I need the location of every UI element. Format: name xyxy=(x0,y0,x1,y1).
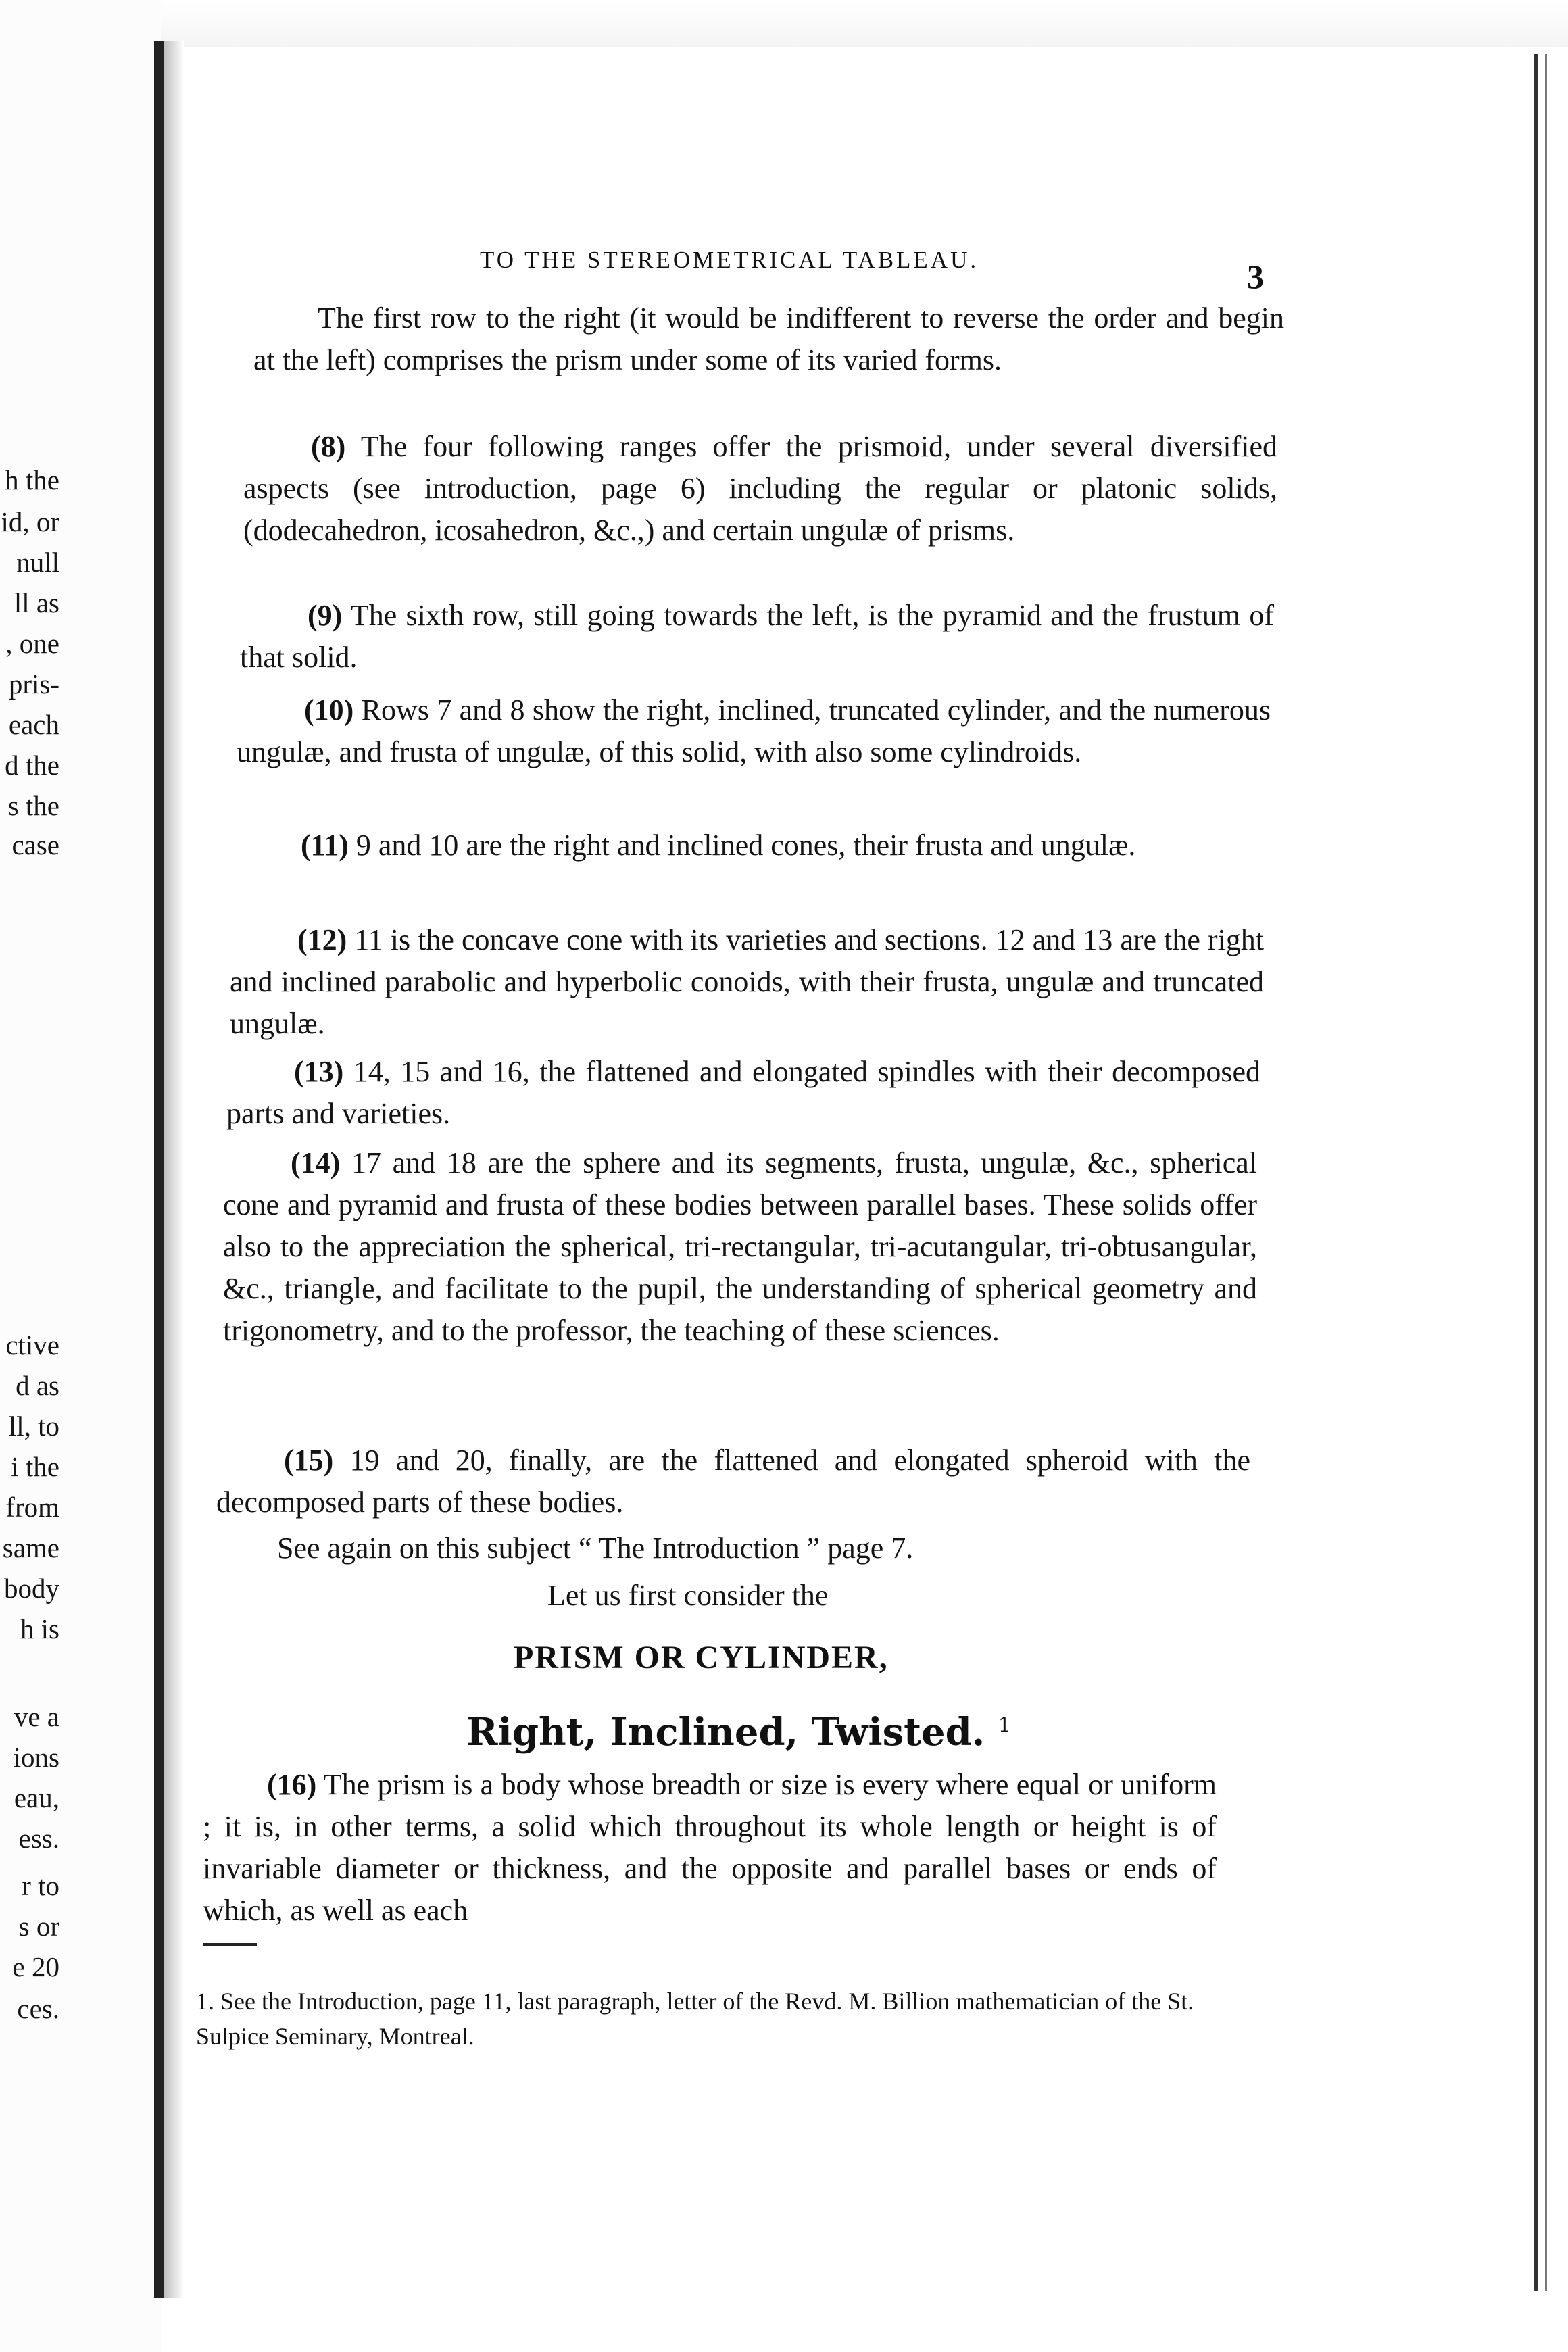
facing-line: body xyxy=(4,1573,59,1604)
page-edge xyxy=(1545,54,1547,2291)
facing-line: eau, xyxy=(14,1782,59,1813)
footnote-marker: 1 xyxy=(998,1713,1011,1738)
facing-page-edge xyxy=(0,0,161,2352)
gutter-shadow xyxy=(164,41,184,2298)
paragraph-7: The first row to the right (it would be indifferent to reverse the order and begin at the left) comprises the prism under some of its varied forms. xyxy=(253,301,1284,376)
footnote-rule xyxy=(203,1943,257,1946)
footnote: 1. See the Introduction, page 11, last paragraph, letter of the Revd. M. Billion mathematician of the St. Sulpice Seminary, Montreal. xyxy=(196,1988,1194,2050)
book-gutter xyxy=(154,41,164,2298)
running-head: TO THE STEREOMETRICAL TABLEAU. xyxy=(480,247,979,273)
facing-line: r to xyxy=(22,1870,59,1901)
subheading-text: Right, Inclined, Twisted. xyxy=(466,1710,985,1755)
facing-line: i the xyxy=(11,1451,59,1482)
facing-line: h is xyxy=(20,1613,59,1644)
facing-line: ll as xyxy=(14,587,59,618)
facing-line: ces. xyxy=(17,1993,59,2024)
facing-line: each xyxy=(8,709,59,740)
facing-line: same xyxy=(2,1532,59,1563)
facing-line: id, or xyxy=(1,506,59,537)
facing-line: ll, to xyxy=(8,1411,59,1442)
paragraph-15: (15) 19 and 20, finally, are the flattened and elongated spheroid with the decomposed parts of these bodies. xyxy=(216,1444,1250,1519)
scan-top-edge xyxy=(0,0,1568,47)
facing-line: s or xyxy=(18,1911,59,1942)
see-again-line: See again on this subject “ The Introduction ” page 7. xyxy=(277,1532,914,1565)
paragraph-8: (8) The four following ranges offer the prismoid, under several diversified aspects (see introduction, page 6) including the regular or platonic solids, (dodecahedron, icosahedron, &c.,) and certain ungulæ of prisms. xyxy=(243,430,1277,547)
paragraph-9: (9) The sixth row, still going towards the left, is the pyramid and the frustum of that solid. xyxy=(240,599,1274,674)
facing-line: pris- xyxy=(8,668,59,700)
facing-line: s the xyxy=(7,790,59,821)
facing-line: ions xyxy=(13,1742,59,1773)
facing-line: ve a xyxy=(14,1701,59,1732)
paragraph-13: (13) 14, 15 and 16, the flattened and elongated spindles with their decomposed parts and varieties. xyxy=(226,1055,1260,1130)
page-number: 3 xyxy=(1247,258,1264,295)
facing-line: from xyxy=(5,1492,59,1523)
facing-line: h the xyxy=(5,464,59,495)
facing-line: ess. xyxy=(18,1823,59,1854)
paragraph-16: (16) The prism is a body whose breadth or size is every where equal or uniform ; it is, in other terms, a solid which throughout its whole length or height is of invariable diameter or thickness, and the opposite and parallel bases or ends of which, as well as each xyxy=(203,1768,1217,1927)
paragraph-11: (11) 9 and 10 are the right and inclined cones, their frusta and ungulæ. xyxy=(301,829,1136,862)
section-heading: PRISM OR CYLINDER, xyxy=(514,1640,889,1675)
facing-line: d the xyxy=(5,750,59,781)
facing-line: ctive xyxy=(5,1329,59,1361)
page-edge xyxy=(1534,54,1538,2291)
facing-line: null xyxy=(16,547,59,578)
paragraph-12: (12) 11 is the concave cone with its varieties and sections. 12 and 13 are the right and inclined parabolic and hyperbolic conoids, with their frusta, ungulæ and truncated ungulæ. xyxy=(230,923,1264,1040)
facing-line: d as xyxy=(16,1370,59,1401)
paragraph-10: (10) Rows 7 and 8 show the right, inclined, truncated cylinder, and the numerous ungulæ, and frusta of ungulæ, of this solid, with also some cylindroids. xyxy=(237,693,1271,768)
paragraph-14: (14) 17 and 18 are the sphere and its segments, frusta, ungulæ, &c., spherical cone and pyramid and frusta of these bodies between parallel bases. These solids offer also to the appreciation the spherical, tri-rectangular, tri-acutangular, tri-obtusangular, &c., triangle, and facilitate to the pupil, the understanding of spherical geometry and trigonometry, and to the professor, the teaching of these sciences. xyxy=(223,1146,1257,1347)
facing-line: e 20 xyxy=(12,1951,59,1982)
let-us-line: Let us first consider the xyxy=(547,1579,829,1612)
facing-line: case xyxy=(11,829,59,860)
facing-line: , one xyxy=(5,628,59,659)
section-subheading xyxy=(466,1710,1011,1755)
